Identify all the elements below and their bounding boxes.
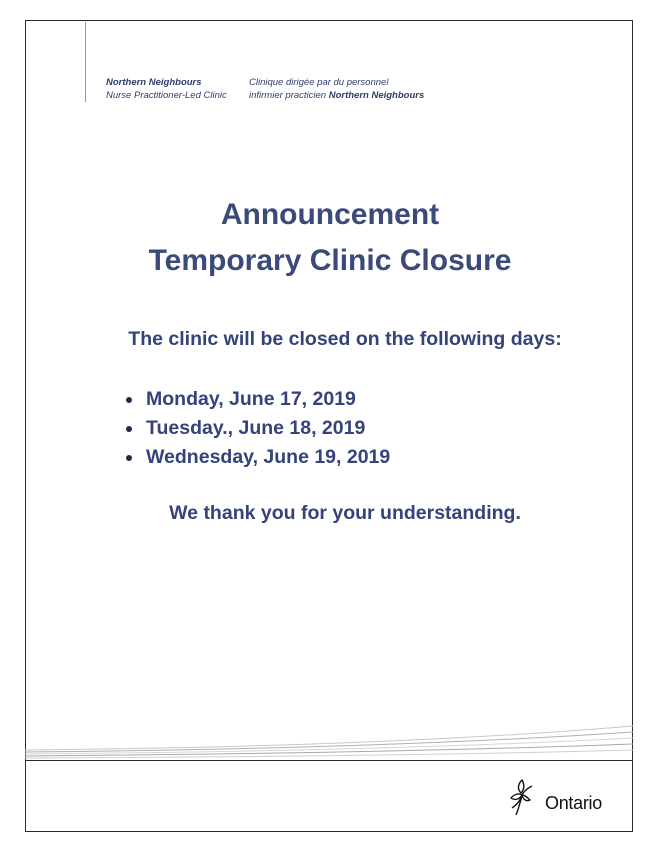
closure-intro-text: The clinic will be closed on the following days: bbox=[128, 328, 562, 350]
bullet-icon bbox=[126, 455, 132, 461]
list-item bbox=[126, 414, 390, 443]
clinic-type-fr: Clinique dirigée par du personnel bbox=[249, 77, 389, 88]
clinic-type-en: Nurse Practitioner-Led Clinic bbox=[106, 89, 227, 101]
clinic-type-fr-2: infirmier practicien bbox=[249, 89, 329, 101]
header-accent-line bbox=[85, 22, 86, 102]
ontario-logo-text: Ontario bbox=[545, 793, 602, 813]
closed-days-list bbox=[126, 385, 390, 472]
announcement-heading bbox=[0, 192, 660, 284]
clinic-name-en: Northern Neighbours bbox=[106, 77, 202, 88]
announcement-title: Announcement bbox=[220, 198, 440, 231]
clinic-logo-english bbox=[106, 77, 246, 102]
clinic-logo-french bbox=[249, 77, 449, 102]
list-item bbox=[126, 443, 390, 472]
closed-day: Tuesday., June 18, 2019 bbox=[146, 417, 366, 439]
thank-you-message: We thank you for your understanding. bbox=[169, 502, 521, 524]
list-item bbox=[126, 385, 390, 414]
clinic-name-fr-line bbox=[249, 90, 449, 103]
bullet-icon bbox=[126, 397, 132, 403]
footer-divider bbox=[25, 760, 633, 761]
bullet-icon bbox=[126, 426, 132, 432]
footer-swoosh-decoration bbox=[25, 720, 633, 762]
closed-day: Monday, June 17, 2019 bbox=[146, 388, 356, 410]
clinic-name-fr: Northern Neighbours bbox=[328, 89, 425, 101]
announcement-subtitle: Temporary Clinic Closure bbox=[148, 244, 512, 277]
closed-day: Wednesday, June 19, 2019 bbox=[146, 446, 391, 468]
